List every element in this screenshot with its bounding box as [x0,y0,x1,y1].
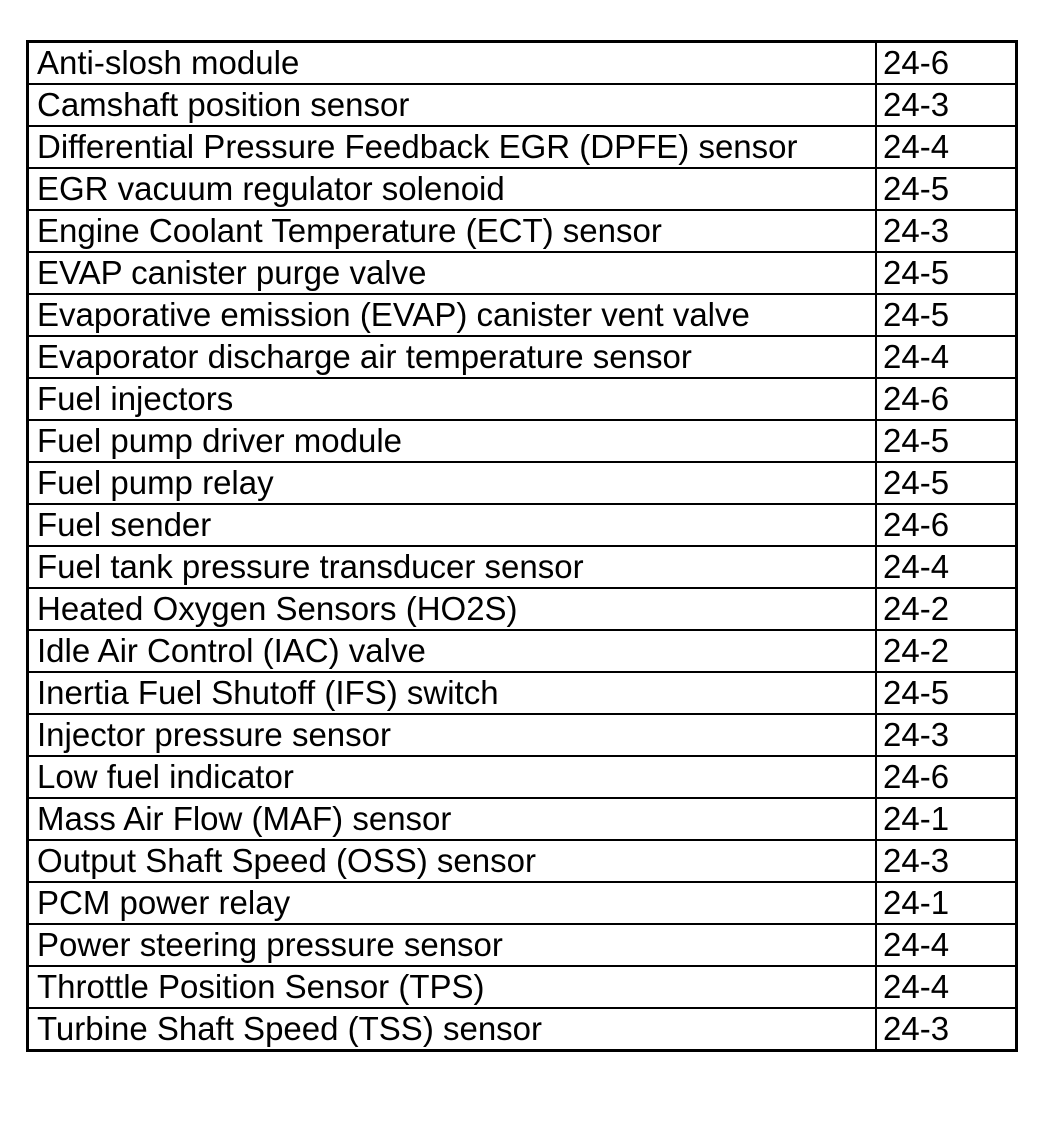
table-row [28,1008,1017,1051]
table-row [28,714,1017,756]
table-row [28,840,1017,882]
component-name-cell: Fuel pump driver module [28,420,877,462]
table-row [28,882,1017,924]
table-row [28,336,1017,378]
table-row [28,756,1017,798]
component-name-cell: Fuel sender [28,504,877,546]
page-reference-cell: 24-2 [876,630,1017,672]
page-reference-cell: 24-6 [876,378,1017,420]
component-name-cell: Output Shaft Speed (OSS) sensor [28,840,877,882]
page-reference-cell: 24-4 [876,336,1017,378]
table-row [28,546,1017,588]
table-row [28,966,1017,1008]
component-name-cell: Turbine Shaft Speed (TSS) sensor [28,1008,877,1051]
table-row [28,378,1017,420]
page-reference-cell: 24-4 [876,126,1017,168]
page-reference-cell: 24-3 [876,840,1017,882]
table-row [28,504,1017,546]
page-reference-cell: 24-1 [876,798,1017,840]
component-name-cell: Evaporative emission (EVAP) canister vent valve [28,294,877,336]
table-row [28,42,1017,85]
component-name-cell: EGR vacuum regulator solenoid [28,168,877,210]
component-name-cell: Fuel injectors [28,378,877,420]
page-reference-cell: 24-5 [876,672,1017,714]
page-reference-cell: 24-5 [876,168,1017,210]
page-reference-cell: 24-3 [876,210,1017,252]
component-name-cell: PCM power relay [28,882,877,924]
component-name-cell: EVAP canister purge valve [28,252,877,294]
page-reference-cell: 24-3 [876,84,1017,126]
table-row [28,84,1017,126]
component-name-cell: Fuel tank pressure transducer sensor [28,546,877,588]
component-name-cell: Low fuel indicator [28,756,877,798]
component-name-cell: Idle Air Control (IAC) valve [28,630,877,672]
page-reference-cell: 24-5 [876,252,1017,294]
table-row [28,924,1017,966]
table-body [28,42,1017,1051]
table-row [28,462,1017,504]
page-reference-cell: 24-3 [876,714,1017,756]
page-reference-cell: 24-5 [876,462,1017,504]
component-name-cell: Injector pressure sensor [28,714,877,756]
component-location-table [26,40,1018,1052]
component-name-cell: Evaporator discharge air temperature sensor [28,336,877,378]
table-row [28,630,1017,672]
page-reference-cell: 24-1 [876,882,1017,924]
table-row [28,294,1017,336]
page-reference-cell: 24-5 [876,294,1017,336]
page-reference-cell: 24-4 [876,966,1017,1008]
table-row [28,798,1017,840]
page-reference-cell: 24-3 [876,1008,1017,1051]
page-reference-cell: 24-4 [876,924,1017,966]
component-name-cell: Inertia Fuel Shutoff (IFS) switch [28,672,877,714]
table-row [28,126,1017,168]
component-name-cell: Differential Pressure Feedback EGR (DPFE) sensor [28,126,877,168]
component-name-cell: Fuel pump relay [28,462,877,504]
component-name-cell: Engine Coolant Temperature (ECT) sensor [28,210,877,252]
page-reference-cell: 24-6 [876,504,1017,546]
table-row [28,420,1017,462]
component-name-cell: Anti-slosh module [28,42,877,85]
component-name-cell: Throttle Position Sensor (TPS) [28,966,877,1008]
component-name-cell: Heated Oxygen Sensors (HO2S) [28,588,877,630]
page-reference-cell: 24-2 [876,588,1017,630]
table-row [28,252,1017,294]
component-name-cell: Mass Air Flow (MAF) sensor [28,798,877,840]
table-row [28,168,1017,210]
page-reference-cell: 24-5 [876,420,1017,462]
page-reference-cell: 24-6 [876,42,1017,85]
table-row [28,672,1017,714]
page-reference-cell: 24-4 [876,546,1017,588]
table-row [28,588,1017,630]
page-reference-cell: 24-6 [876,756,1017,798]
table-row [28,210,1017,252]
component-name-cell: Power steering pressure sensor [28,924,877,966]
component-name-cell: Camshaft position sensor [28,84,877,126]
